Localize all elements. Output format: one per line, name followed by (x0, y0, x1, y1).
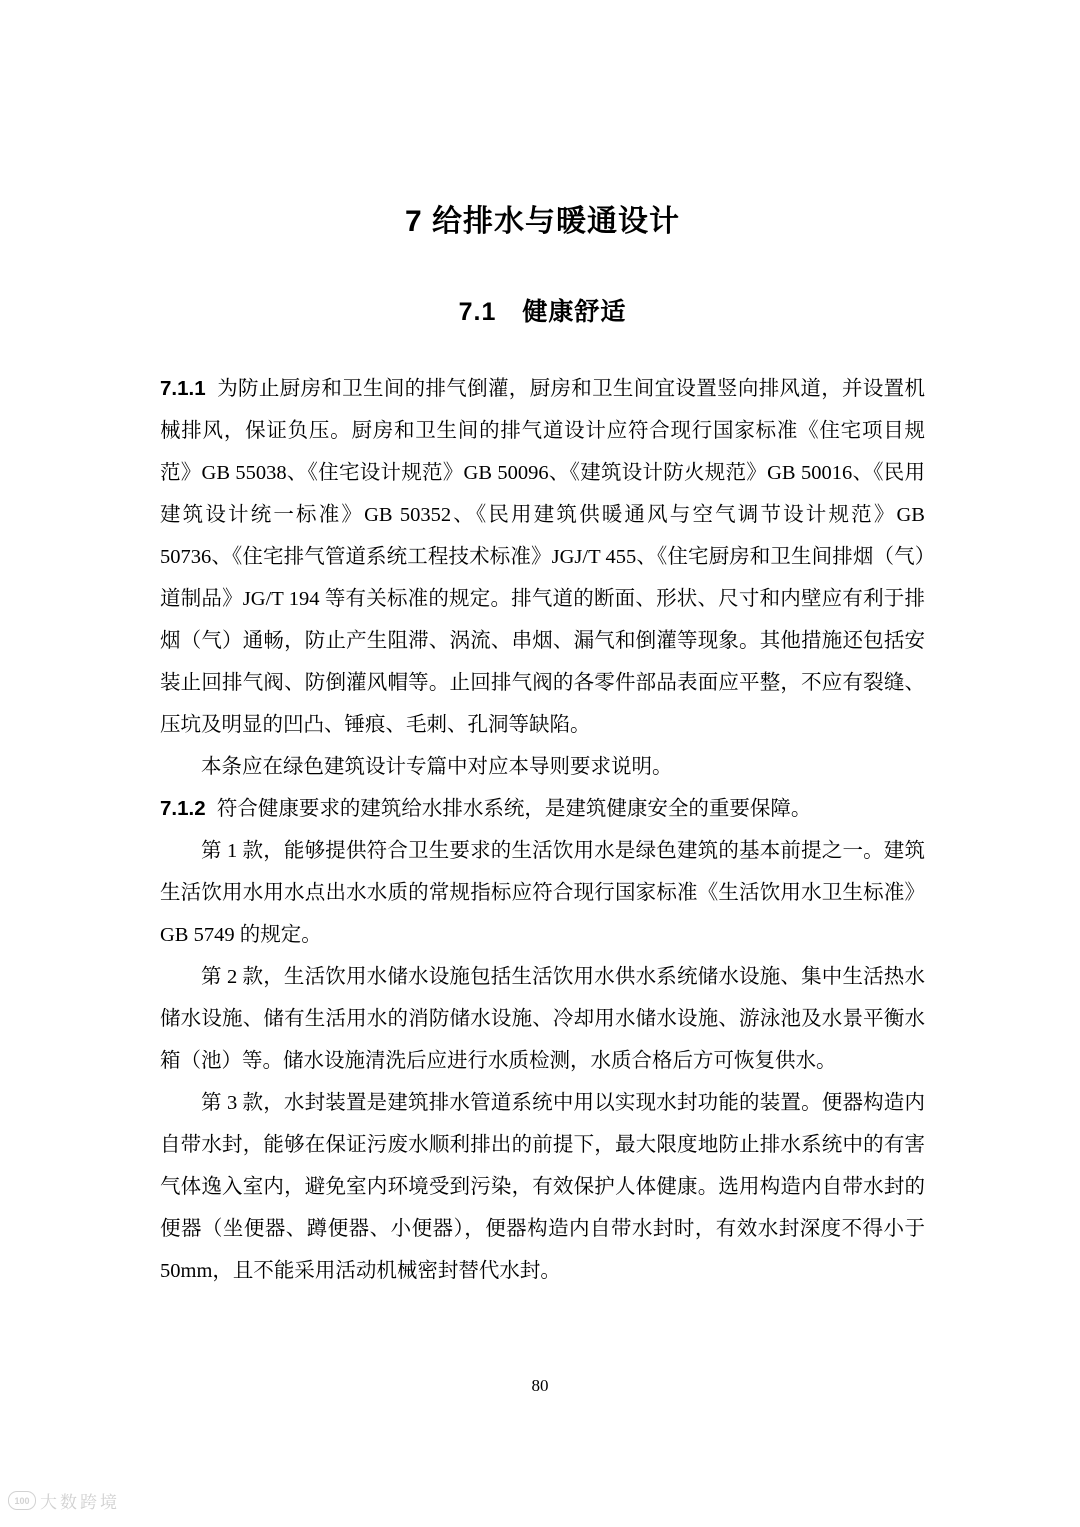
paragraph-clause-7-1-2 (160, 788, 925, 830)
paragraph-item-1: 第 1 款，能够提供符合卫生要求的生活饮用水是绿色建筑的基本前提之一。建筑生活饮用水用水点出水水质的常规指标应符合现行国家标准《生活饮用水卫生标准》GB 5749 的规定。 (160, 840, 925, 946)
clause-number-7-1-1: 7.1.1 (160, 377, 206, 400)
section-title: 7.1 健康舒适 (458, 298, 627, 326)
paragraph-item-3: 第 3 款，水封装置是建筑排水管道系统中用以实现水封功能的装置。便器构造内自带水封，能够在保证污废水顺利排出的前提下，最大限度地防止排水系统中的有害气体逸入室内，避免室内环境受到污染，有效保护人体健康。选用构造内自带水封的便器（坐便器、蹲便器、小便器），便器构造内自带水封时，有效水封深度不得小于 50mm，且不能采用活动机械密封替代水封。 (160, 1092, 925, 1282)
body-text (160, 368, 925, 1292)
watermark-logo-icon: 100 (8, 1491, 36, 1510)
page-content (160, 0, 925, 1292)
watermark (8, 1488, 120, 1513)
page-number: 80 (531, 1376, 549, 1395)
clause-number-7-1-2: 7.1.2 (160, 797, 206, 820)
chapter-title: 7 给排水与暖通设计 (404, 205, 681, 238)
watermark-text: 大数跨境 (40, 1493, 120, 1512)
paragraph-clause-7-1-1 (160, 368, 925, 746)
clause-text-7-1-1: 为防止厨房和卫生间的排气倒灌，厨房和卫生间宜设置竖向排风道，并设置机械排风，保证负压。厨房和卫生间的排气道设计应符合现行国家标准《住宅项目规范》GB 55038、《住宅设计规范》GB 50096、《建筑设计防火规范》GB 50016、《民用建筑设计统一标准》GB 50352、《民用建筑供暖通风与空气调节设计规范》GB 50736、《住宅排气管道系统工程技术标准》JGJ/T 455、《住宅厨房和卫生间排烟（气）道制品》JG/T 194 等有关标准的规定。排气道的断面、形状、尺寸和内壁应有利于排烟（气）通畅，防止产生阻滞、涡流、串烟、漏气和倒灌等现象。其他措施还包括安装止回排气阀、防倒灌风帽等。止回排气阀的各零件部品表面应平整，不应有裂缝、压坑及明显的凹凸、锤痕、毛刺、孔洞等缺陷。 (160, 378, 925, 736)
paragraph-item-2: 第 2 款，生活饮用水储水设施包括生活饮用水供水系统储水设施、集中生活热水储水设施、储有生活用水的消防储水设施、冷却用水储水设施、游泳池及水景平衡水箱（池）等。储水设施清洗后应进行水质检测，水质合格后方可恢复供水。 (160, 966, 925, 1072)
clause-text-7-1-2: 符合健康要求的建筑给水排水系统，是建筑健康安全的重要保障。 (216, 798, 812, 820)
paragraph-note: 本条应在绿色建筑设计专篇中对应本导则要求说明。 (201, 756, 673, 778)
